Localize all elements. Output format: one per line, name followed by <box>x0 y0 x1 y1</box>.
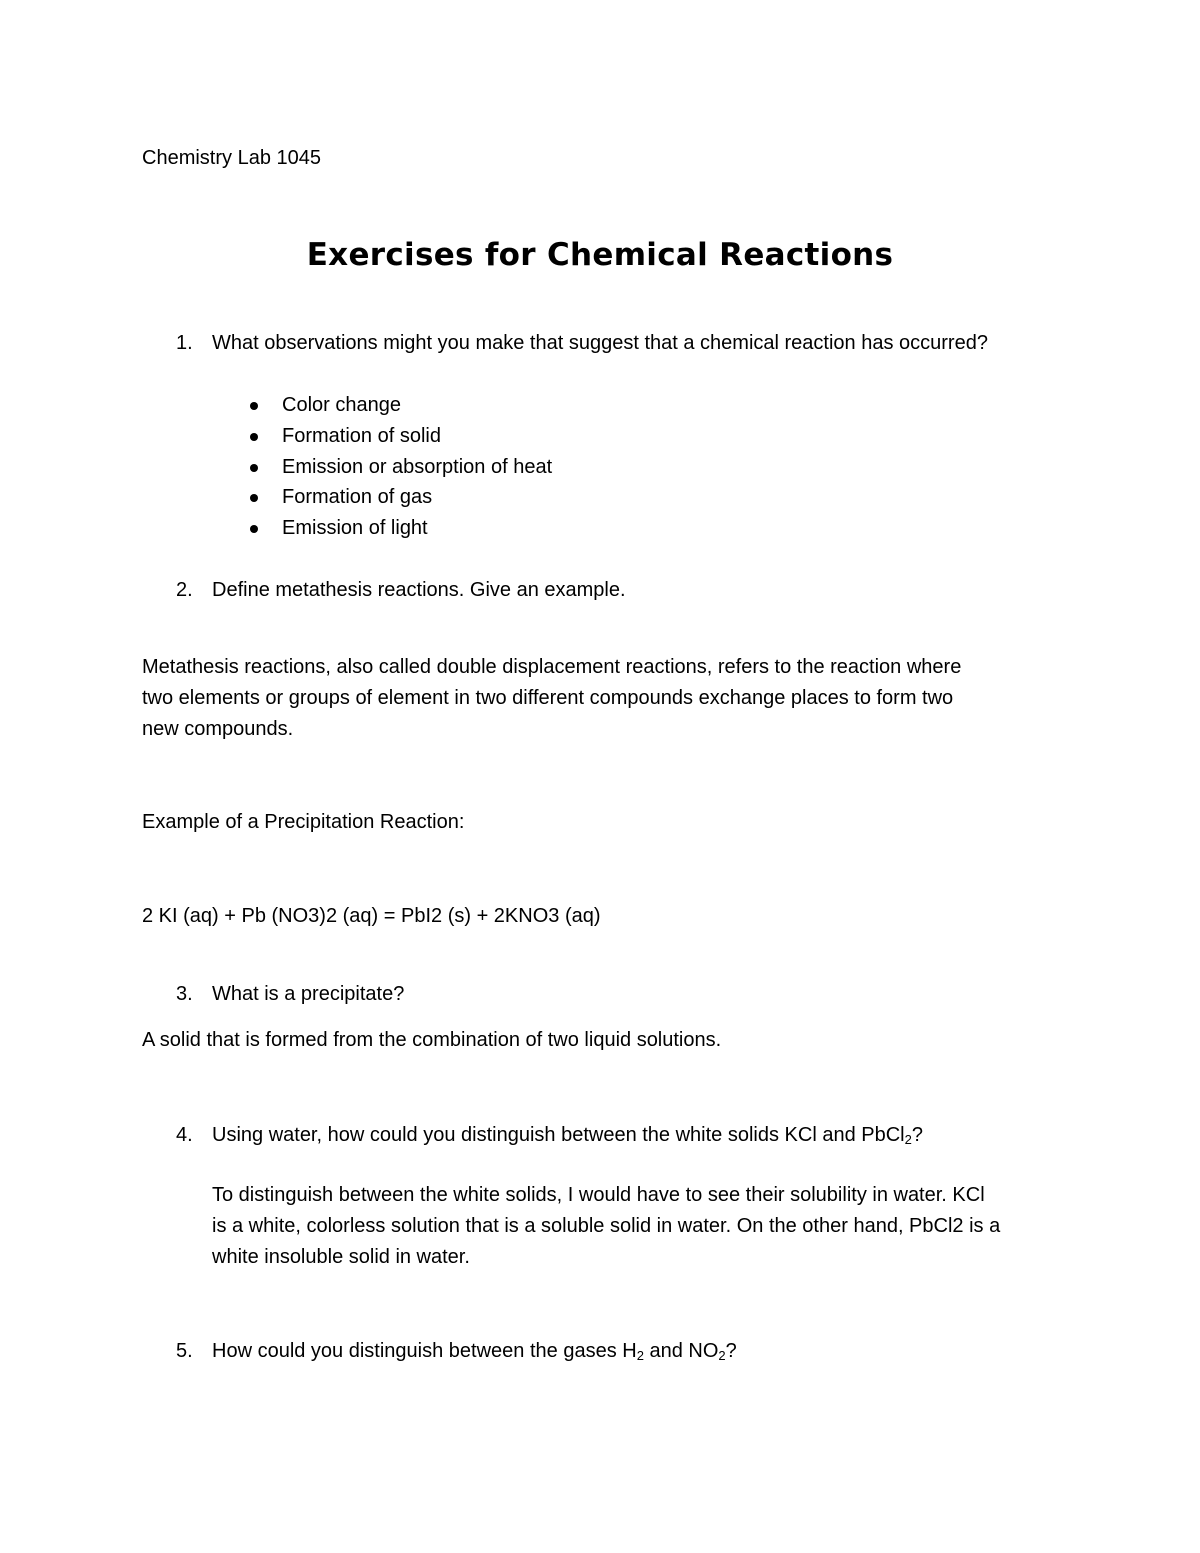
bullet-icon <box>250 464 258 472</box>
bullet-icon <box>250 494 258 502</box>
answer-line: new compounds. <box>142 718 294 740</box>
question-text: What observations might you make that suggest that a chemical reaction has occurred? <box>212 332 988 354</box>
question-number: 4. <box>176 1124 193 1146</box>
answer-line: To distinguish between the white solids, I would have to see their solubility in water. KCl <box>212 1184 985 1206</box>
bullet-icon <box>250 402 258 410</box>
answer-line: white insoluble solid in water. <box>212 1246 470 1268</box>
question-text: How could you distinguish between the gases $H_2$ and $NO_2$? <box>212 1340 737 1363</box>
question-text: Using water, how could you distinguish between the white solids KCl and PbCl$_2$? <box>212 1124 923 1147</box>
answer-text: A solid that is formed from the combination of two liquid solutions. <box>142 1029 722 1051</box>
question-text: Define metathesis reactions. Give an example. <box>212 579 626 601</box>
bullet-icon <box>250 433 258 441</box>
course-name: Chemistry Lab 1045 <box>142 147 321 169</box>
question-number: 1. <box>176 332 193 354</box>
answer-line: Metathesis reactions, also called double displacement reactions, refers to the reaction where <box>142 656 962 678</box>
bullet-icon <box>250 525 258 533</box>
question-number: 3. <box>176 983 193 1005</box>
page-title: Exercises for Chemical Reactions <box>306 237 894 273</box>
example-label: Example of a Precipitation Reaction: <box>142 811 465 833</box>
answer-line: is a white, colorless solution that is a soluble solid in water. On the other hand, PbCl2 is a <box>212 1215 1001 1237</box>
question-number: 5. <box>176 1340 193 1362</box>
list-item-text: Color change <box>282 394 401 416</box>
chemical-equation: 2 KI (aq) + Pb (NO3)2 (aq) = PbI2 (s) + 2KNO3 (aq) <box>142 905 601 927</box>
list-item-text: Emission or absorption of heat <box>282 456 553 478</box>
list-item-text: Formation of solid <box>282 425 441 447</box>
answer-line: two elements or groups of element in two different compounds exchange places to form two <box>142 687 954 709</box>
list-item-text: Formation of gas <box>282 486 433 508</box>
question-text: What is a precipitate? <box>212 983 405 1005</box>
question-number: 2. <box>176 579 193 601</box>
list-item-text: Emission of light <box>282 517 428 539</box>
